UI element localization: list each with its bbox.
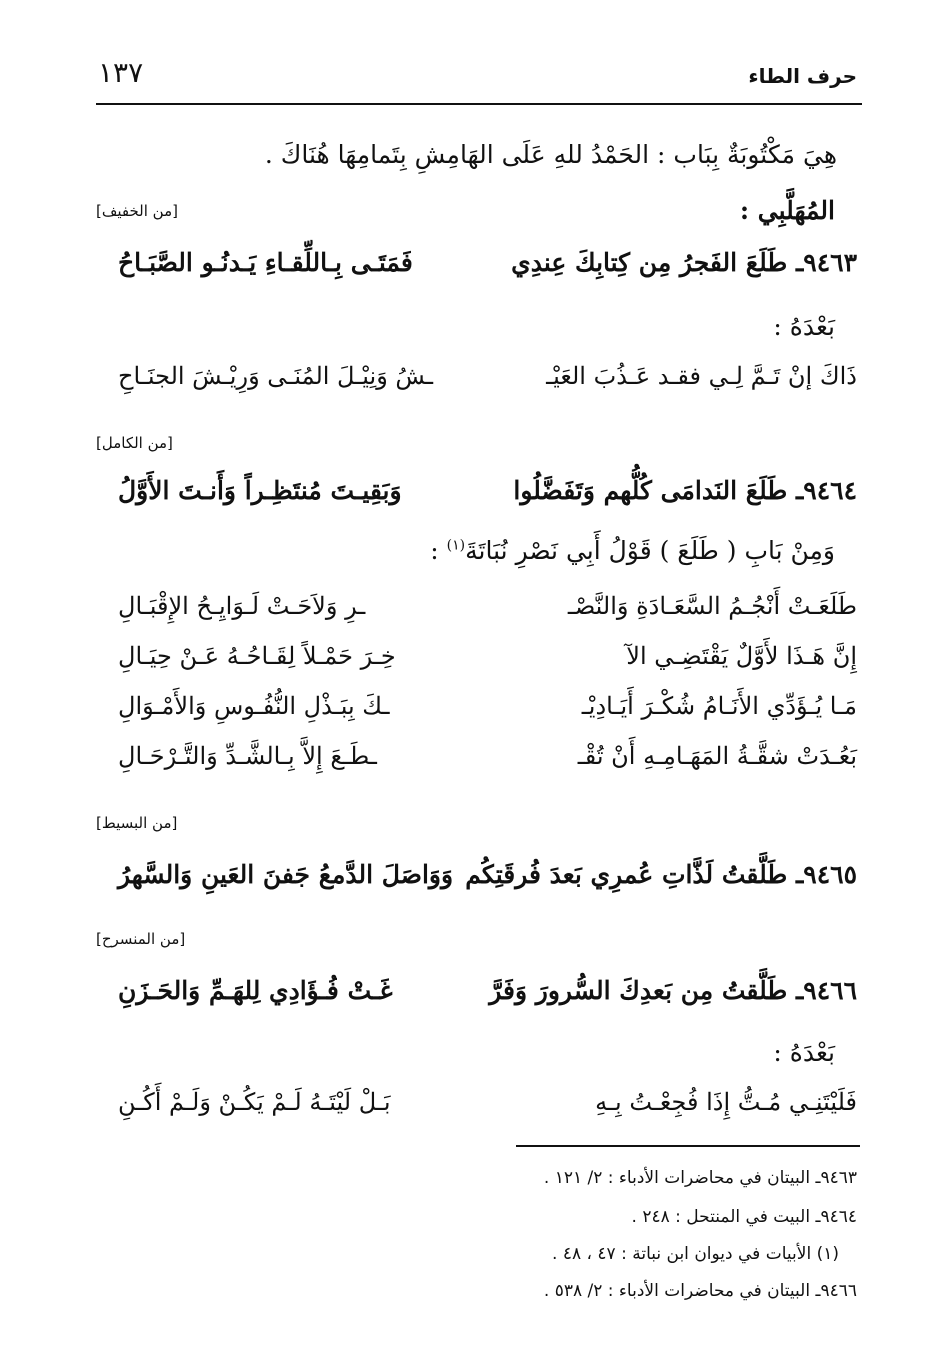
- verse-9464-second-hemistich: وَبَقِيـتَ مُنتَظِـراً وَأَنـتَ الأَوَّلُ: [118, 476, 402, 505]
- section-intro-text: وَمِنْ بَابِ ( طَلَعَ ) قَوْلُ أَبِي نَصْرِ نُبَاتَةَ: [465, 536, 835, 565]
- footnote-ref: (١): [446, 537, 466, 554]
- footnote-9463: ٩٤٦٣ـ البيتان في محاضرات الأدباء : ٢/ ١٢١ .: [543, 1168, 857, 1188]
- group-verse-1-second: ـرِ وَلاَحَـتْ لَـوَايِـحُ الإِقْبَـالِ: [118, 592, 366, 620]
- header-divider: [96, 103, 862, 105]
- meter-label: [من المنسرح]: [96, 930, 186, 948]
- group-verse-4-second: ـطَـعَ إِلاَّ بِـالشَّـدِّ وَالتَّـرْحَـالِ: [118, 742, 377, 770]
- footnote-9466: ٩٤٦٦ـ البيتان في محاضرات الأدباء : ٢/ ٥٣٨ .: [543, 1281, 857, 1301]
- after-label: بَعْدَهُ :: [773, 1038, 835, 1067]
- meter-label: [من البسيط]: [96, 814, 178, 832]
- meter-label: [من الكامل]: [96, 434, 173, 452]
- group-verse-3-first: مَـا يُـؤَدِّي الأَنَـامُ شُكْـرَ أَيَـادِيْـ: [581, 692, 857, 720]
- verse-9466-second-hemistich: غَـتْ فُـؤَادِي لِلهَـمِّ وَالحَـزَنِ: [118, 976, 393, 1005]
- group-verse-3-second: ـكَ بِبَـذْلِ النُّفُـوسِ وَالأَمْـوَالِ: [118, 692, 390, 720]
- group-verse-1-first: طَلَعَـتْ أَنْجُـمُ السَّعَـادَةِ وَالنَّصْـ: [567, 592, 857, 620]
- verse-9464-first-hemistich: ٩٤٦٤ـ طَلَعَ النَدامَى كُلُّهم وَتَفَضَّلُوا: [513, 476, 857, 505]
- footnote-9464: ٩٤٦٤ـ البيت في المنتحل : ٢٤٨ .: [631, 1207, 857, 1227]
- meter-label: [من الخفيف]: [96, 202, 178, 220]
- verse-9463-first-hemistich: ٩٤٦٣ـ طَلَعَ الفَجرُ مِن كِتابِكَ عِندِي: [511, 248, 857, 277]
- section-intro: [430, 536, 835, 565]
- footnote-divider: [516, 1145, 860, 1147]
- chapter-title: حرف الطاء: [748, 64, 857, 88]
- group-verse-2-first: إِنَّ هَـذَا لأَوَّلٌ يَقْتَضِـي الآ: [626, 642, 857, 670]
- intro-line: هِيَ مَكْتُوبَةٌ بِبَاب : الحَمْدُ للهِ عَلَى الهَامِشِ بِتَمامِهَا هُنَاكَ .: [264, 140, 837, 169]
- verse-9466-follow-first: فَلَيْتَنِـي مُـتُّ إِذَا فُجِعْـتُ بِـهِ: [595, 1088, 857, 1116]
- page-number: ١٣٧: [98, 56, 144, 89]
- group-verse-2-second: خِـرَ حَمْـلاً لِقَـاحُـهُ عَـنْ حِيَـالِ: [118, 642, 396, 670]
- section-intro-colon: :: [430, 536, 439, 565]
- verse-9463-second-hemistich: فَمَتَـى بِـاللِّقـاءِ يَـدنُـو الصَّبَـاحُ: [118, 248, 413, 277]
- verse-9463-follow-second: ـشُ وَنِيْـلَ المُنَـى وَرِيْـشَ الجنَـاحِ: [118, 362, 434, 390]
- poet-name: المُهَلَّبِي :: [739, 196, 835, 225]
- verse-9466-first-hemistich: ٩٤٦٦ـ طَلَّقتُ مِن بَعدِكَ السُّرورَ وَفَرَّ: [489, 976, 857, 1005]
- after-label: بَعْدَهُ :: [773, 312, 835, 341]
- verse-9465-second-hemistich: وَوَاصَلَ الدَّمعُ جَفنَ العَينِ وَالسَّهرُ: [118, 860, 454, 889]
- verse-9465-first-hemistich: ٩٤٦٥ـ طَلَّقتُ لَذَّاتِ عُمرِي بَعدَ فُرقَتِكُم: [465, 860, 857, 889]
- verse-9463-follow-first: ذَاكَ إنْ تَـمَّ لِـي فقـد عَـذُبَ العَيْـ: [546, 362, 857, 390]
- footnote-1: (١) الأبيات في ديوان ابن نباتة : ٤٧ ، ٤٨ .: [552, 1244, 839, 1264]
- group-verse-4-first: بَعُـدَتْ شقَّـةُ المَهَـامِـهِ أَنْ تُقْـ: [577, 742, 857, 770]
- verse-9466-follow-second: بَـلْ لَيْتَـهُ لَـمْ يَكُـنْ وَلَـمْ أَكُـنِ: [118, 1088, 391, 1116]
